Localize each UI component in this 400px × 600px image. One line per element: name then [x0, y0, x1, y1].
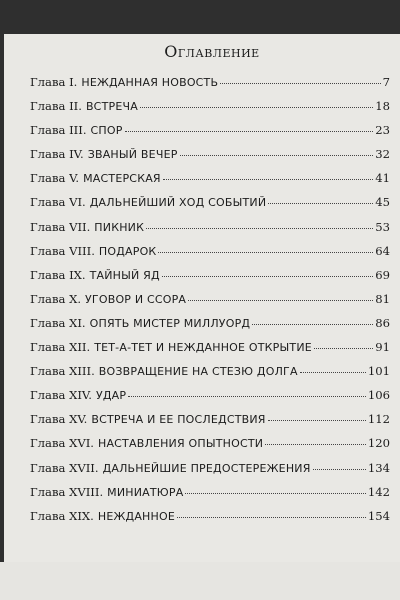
chapter-label: Глава VII.: [30, 219, 91, 234]
chapter-title: УДАР: [95, 389, 127, 403]
chapter-title: ВСТРЕЧА И ЕЕ ПОСЛЕДСТВИЯ: [91, 413, 266, 427]
page-number: 32: [375, 147, 390, 162]
chapter-title: ЗВАНЫЙ ВЕЧЕР: [87, 148, 178, 162]
page-bottom-strip: [0, 562, 400, 600]
chapter-title: НЕЖДАННАЯ НОВОСТЬ: [81, 76, 219, 89]
page-number: 41: [375, 171, 390, 186]
toc-entry: [30, 123, 390, 147]
page-number: 86: [375, 315, 390, 330]
toc-entry: [30, 195, 390, 219]
dot-leader: [268, 203, 373, 204]
chapter-title: ОПЯТЬ МИСТЕР МИЛЛУОРД: [89, 316, 251, 330]
dot-leader: [163, 179, 373, 180]
toc-title: Оглавление: [164, 42, 260, 61]
page-number: 106: [367, 388, 390, 403]
chapter-label: Глава XV.: [30, 412, 88, 427]
dot-leader: [180, 155, 374, 156]
toc-entry: [30, 412, 390, 436]
chapter-label: Глава XII.: [30, 340, 91, 355]
toc-entry: [30, 171, 390, 195]
dot-leader: [300, 372, 366, 373]
dot-leader: [140, 107, 373, 108]
dot-leader: [158, 252, 373, 253]
toc-entry: [30, 364, 390, 388]
chapter-title: ТАЙНЫЙ ЯД: [89, 268, 160, 282]
page-number: 112: [367, 412, 390, 427]
page-number: 91: [375, 340, 390, 355]
chapter-title: ДАЛЬНЕЙШИЕ ПРЕДОСТЕРЕЖЕНИЯ: [102, 461, 311, 475]
toc-entry: [30, 75, 390, 99]
toc-entry: [30, 244, 390, 268]
dot-leader: [268, 420, 366, 421]
chapter-label: Глава IV.: [30, 147, 84, 162]
toc-entry: [30, 388, 390, 412]
chapter-title: ПИКНИК: [94, 220, 145, 234]
page-number: 154: [367, 508, 390, 523]
chapter-label: Глава IX.: [30, 267, 86, 282]
chapter-label: Глава XIV.: [30, 388, 92, 403]
page-number: 81: [375, 291, 390, 306]
chapter-label: Глава I.: [30, 75, 78, 89]
page-number: 64: [375, 243, 390, 258]
dot-leader: [185, 493, 365, 494]
toc-list: [30, 75, 390, 533]
page-number: 45: [375, 195, 390, 210]
toc-entry: [30, 485, 390, 509]
dot-leader: [313, 469, 366, 470]
chapter-label: Глава VIII.: [30, 243, 95, 258]
chapter-label: Глава XVII.: [30, 460, 99, 475]
chapter-label: Глава XVI.: [30, 436, 94, 451]
chapter-title: НАСТАВЛЕНИЯ ОПЫТНОСТИ: [97, 437, 264, 451]
chapter-title: МАСТЕРСКАЯ: [83, 172, 161, 186]
toc-entry: [30, 461, 390, 485]
page-number: 69: [375, 267, 390, 282]
chapter-label: Глава XIX.: [30, 508, 94, 523]
dot-leader: [220, 83, 380, 84]
toc-entry: [30, 436, 390, 460]
toc-entry: [30, 316, 390, 340]
page-number: 120: [367, 436, 390, 451]
page-number: 101: [367, 364, 390, 379]
chapter-title: СПОР: [90, 124, 123, 138]
toc-entry: [30, 99, 390, 123]
chapter-label: Глава XVIII.: [30, 484, 104, 499]
dot-leader: [188, 300, 373, 301]
chapter-label: Глава XIII.: [30, 364, 95, 379]
chapter-title: МИНИАТЮРА: [107, 485, 184, 499]
chapter-title: УГОВОР И ССОРА: [85, 292, 187, 306]
chapter-label: Глава X.: [30, 291, 82, 306]
dot-leader: [252, 324, 373, 325]
dot-leader: [177, 517, 366, 518]
dot-leader: [265, 444, 366, 445]
chapter-label: Глава VI.: [30, 195, 86, 210]
dot-leader: [314, 348, 373, 349]
chapter-label: Глава II.: [30, 99, 82, 114]
chapter-label: Глава III.: [30, 123, 87, 138]
book-page: [4, 34, 400, 562]
page-number: 7: [382, 75, 390, 89]
dot-leader: [146, 228, 373, 229]
page-number: 53: [375, 219, 390, 234]
toc-entry: [30, 220, 390, 244]
chapter-title: ПОДАРОК: [98, 244, 157, 258]
chapter-label: Глава XI.: [30, 315, 86, 330]
toc-entry: [30, 147, 390, 171]
chapter-title: ДАЛЬНЕЙШИЙ ХОД СОБЫТИЙ: [89, 196, 267, 210]
page-number: 18: [375, 99, 390, 114]
toc-entry: [30, 509, 390, 533]
chapter-title: НЕЖДАННОЕ: [97, 509, 175, 523]
toc-entry: [30, 340, 390, 364]
toc-entry: [30, 268, 390, 292]
chapter-title: ВОЗВРАЩЕНИЕ НА СТЕЗЮ ДОЛГА: [98, 365, 298, 379]
toc-entry: [30, 292, 390, 316]
chapter-title: ТЕТ-А-ТЕТ И НЕЖДАННОЕ ОТКРЫТИЕ: [94, 341, 312, 355]
dot-leader: [128, 396, 366, 397]
chapter-label: Глава V.: [30, 171, 80, 186]
page-number: 142: [367, 484, 390, 499]
page-number: 23: [375, 123, 390, 138]
chapter-title: ВСТРЕЧА: [85, 100, 138, 114]
dot-leader: [162, 276, 373, 277]
dot-leader: [125, 131, 374, 132]
page-number: 134: [367, 460, 390, 475]
